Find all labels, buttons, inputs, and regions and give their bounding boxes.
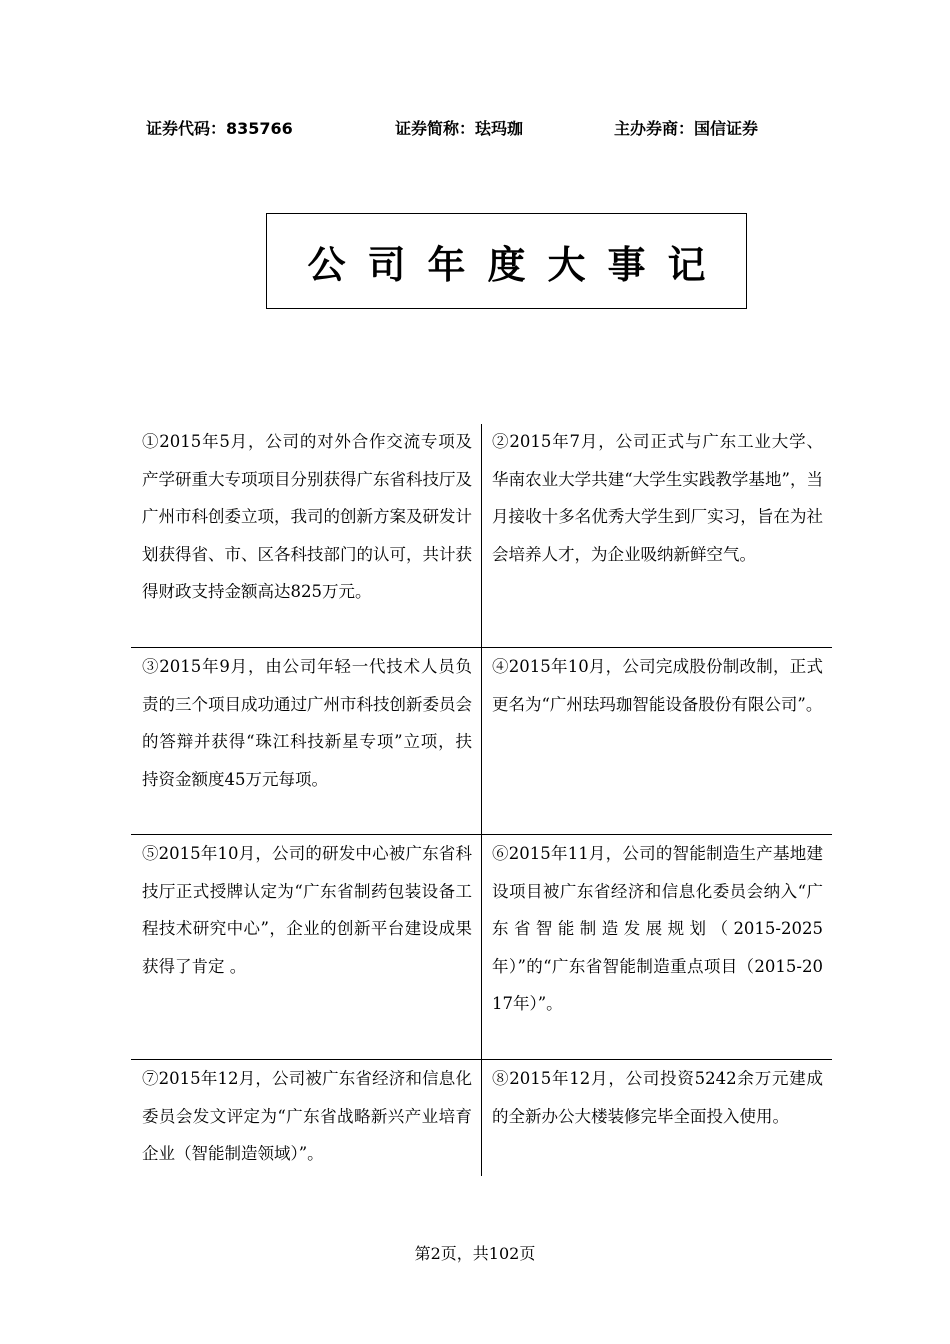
event-2: ②2015年7月，公司正式与广东工业大学、华南农业大学共建“大学生实践教学基地”，当月接收十多名优秀大学生到厂实习，旨在为社会培养人才，为企业吸纳新鲜空气。 <box>492 432 823 564</box>
event-6: ⑥2015年11月，公司的智能制造生产基地建设项目被广东省经济和信息化委员会纳入“广东省智能制造发展规划（2015-2025年）”的“广东省智能制造重点项目（2015-2017年）”。 <box>492 844 823 1013</box>
page-header <box>0 116 950 140</box>
event-8: ⑧2015年12月，公司投资5242余万元建成的全新办公大楼装修完毕全面投入使用。 <box>492 1069 823 1126</box>
column-divider <box>481 424 482 1176</box>
security-abbreviation: 证券简称：珐玛珈 <box>395 119 524 138</box>
event-5: ⑤2015年10月，公司的研发中心被广东省科技厅正式授牌认定为“广东省制药包装设备工程技术研究中心”，企业的创新平台建设成果获得了肯定 。 <box>142 844 472 976</box>
security-code: 证券代码：835766 <box>146 119 293 138</box>
sponsor-broker: 主办券商：国信证券 <box>614 119 759 138</box>
event-7: ⑦2015年12月，公司被广东省经济和信息化委员会发文评定为“广东省战略新兴产业培育企业（智能制造领域）”。 <box>142 1069 472 1163</box>
page-title: 公司年度大事记 <box>307 242 728 287</box>
event-1: ①2015年5月，公司的对外合作交流专项及产学研重大专项项目分别获得广东省科技厅及广州市科创委立项，我司的创新方案及研发计划获得省、市、区各科技部门的认可，共计获得财政支持金额高达825万元。 <box>142 432 472 601</box>
page-number: 第2页，共102页 <box>414 1244 536 1263</box>
event-3: ③2015年9月，由公司年轻一代技术人员负责的三个项目成功通过广州市科技创新委员会的答辩并获得“珠江科技新星专项”立项，扶持资金额度45万元每项。 <box>142 657 472 789</box>
event-4: ④2015年10月，公司完成股份制改制，正式更名为“广州珐玛珈智能设备股份有限公司”。 <box>492 657 823 714</box>
title-box <box>266 213 747 309</box>
